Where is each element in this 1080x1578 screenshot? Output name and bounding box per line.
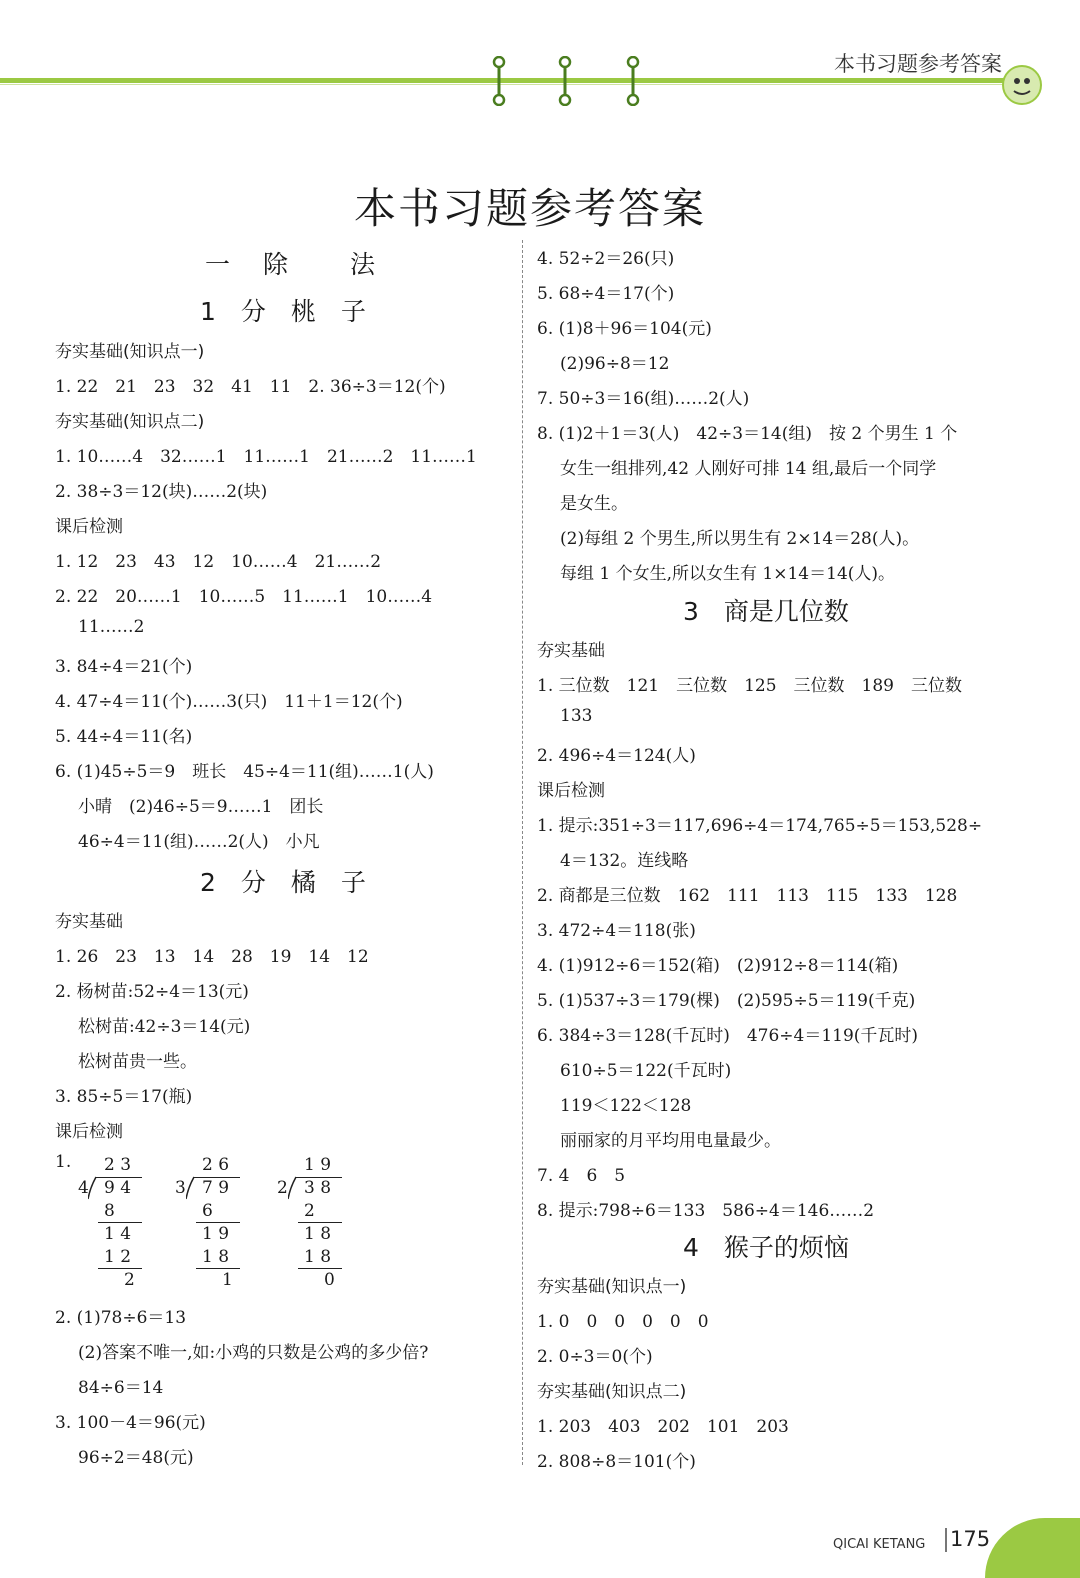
subsection-label: 夯实基础(知识点二): [55, 412, 205, 432]
answer-line: 1.: [55, 1152, 72, 1172]
answer-line: 8. 提示:798÷6＝133 586÷4＝146……2: [537, 1201, 875, 1221]
answer-line: 1. 22 21 23 32 41 11 2. 36÷3＝12(个): [55, 377, 446, 397]
answer-line: 3. 100－4＝96(元): [55, 1413, 206, 1433]
chapter-heading: 一 除 法: [205, 250, 380, 279]
ld-bar: [98, 1222, 142, 1223]
ld-step: 6: [202, 1201, 213, 1221]
ld-remainder: 1: [222, 1270, 233, 1290]
answer-line: (2)96÷8＝12: [560, 354, 670, 374]
answer-line: 4. 52÷2＝26(只): [537, 249, 675, 269]
answer-line: 119＜122＜128: [560, 1096, 692, 1116]
answer-line: 2. 808÷8＝101(个): [537, 1452, 696, 1472]
answer-line: 松树苗贵一些。: [78, 1052, 197, 1072]
section-heading: 3 商是几位数: [683, 597, 849, 626]
ld-step: 1 9: [202, 1224, 230, 1244]
ld-dividend: 7 9: [202, 1178, 230, 1198]
answer-line: 3. 472÷4＝118(张): [537, 921, 696, 941]
answer-line: (2)每组 2 个男生,所以男生有 2×14＝28(人)。: [560, 529, 920, 549]
page-title: 本书习题参考答案: [353, 184, 706, 233]
ld-step: 8: [104, 1201, 115, 1221]
answer-line: 松树苗:42÷3＝14(元): [78, 1017, 251, 1037]
answer-line: 11……2: [78, 617, 145, 637]
ld-divisor: 2: [277, 1178, 288, 1198]
answer-line: 4. (1)912÷6＝152(箱) (2)912÷8＝114(箱): [537, 956, 899, 976]
answer-line: 1. 三位数 121 三位数 125 三位数 189 三位数: [537, 676, 962, 696]
ld-bar: [196, 1222, 240, 1223]
footer-brand: QICAI KETANG: [833, 1537, 926, 1552]
answer-line: (2)答案不唯一,如:小鸡的只数是公鸡的多少倍?: [78, 1343, 429, 1363]
answer-line: 3. 84÷4＝21(个): [55, 657, 193, 677]
binder-ring-icon: [558, 56, 572, 106]
ld-bar: [298, 1268, 342, 1269]
answer-line: 7. 4 6 5: [537, 1166, 626, 1186]
answer-line: 610÷5＝122(千瓦时): [560, 1061, 732, 1081]
subsection-label: 课后检测: [55, 517, 123, 537]
answer-line: 3. 85÷5＝17(瓶): [55, 1087, 193, 1107]
ld-remainder: 0: [324, 1270, 335, 1290]
ld-quotient: 2 3: [104, 1155, 132, 1175]
binder-ring-icon: [626, 56, 640, 106]
answer-line: 46÷4＝11(组)……2(人) 小凡: [78, 832, 320, 852]
ld-bracket: [186, 1176, 196, 1200]
ld-divisor: 3: [175, 1178, 186, 1198]
answer-line: 是女生。: [560, 494, 628, 514]
answer-line: 84÷6＝14: [78, 1378, 164, 1398]
answer-line: 6. (1)45÷5＝9 班长 45÷4＝11(组)……1(人): [55, 762, 434, 782]
binder-ring-icon: [492, 56, 506, 106]
mascot-icon: [1000, 64, 1044, 106]
answer-line: 2. 0÷3＝0(个): [537, 1347, 653, 1367]
subsection-label: 课后检测: [537, 781, 605, 801]
answer-line: 女生一组排列,42 人刚好可排 14 组,最后一个同学: [560, 459, 937, 479]
ld-quotient: 2 6: [202, 1155, 230, 1175]
subsection-label: 夯实基础(知识点一): [55, 342, 205, 362]
answer-line: 丽丽家的月平均用电量最少。: [560, 1131, 781, 1151]
ld-bar: [98, 1268, 142, 1269]
ld-step: 1 8: [202, 1247, 230, 1267]
answer-line: 1. 提示:351÷3＝117,696÷4＝174,765÷5＝153,528÷: [537, 816, 983, 836]
footer-separator: [945, 1528, 947, 1552]
answer-line: 1. 10……4 32……1 11……1 21……2 11……1: [55, 447, 477, 467]
ld-step: 1 4: [104, 1224, 132, 1244]
answer-line: 2. (1)78÷6＝13: [55, 1308, 187, 1328]
answer-line: 6. (1)8＋96＝104(元): [537, 319, 712, 339]
answer-line: 1. 203 403 202 101 203: [537, 1417, 789, 1437]
answer-line: 7. 50÷3＝16(组)……2(人): [537, 389, 750, 409]
answer-line: 1. 26 23 13 14 28 19 14 12: [55, 947, 369, 967]
answer-line: 2. 杨树苗:52÷4＝13(元): [55, 982, 249, 1002]
ld-bar: [196, 1268, 240, 1269]
answer-line: 4. 47÷4＝11(个)……3(只) 11＋1＝12(个): [55, 692, 403, 712]
answer-line: 每组 1 个女生,所以女生有 1×14＝14(人)。: [560, 564, 896, 584]
answer-line: 96÷2＝48(元): [78, 1448, 194, 1468]
answer-line: 5. (1)537÷3＝179(棵) (2)595÷5＝119(千克): [537, 991, 916, 1011]
answer-line: 8. (1)2＋1＝3(人) 42÷3＝14(组) 按 2 个男生 1 个: [537, 424, 958, 444]
answer-line: 5. 68÷4＝17(个): [537, 284, 675, 304]
ld-bar: [298, 1222, 342, 1223]
ld-remainder: 2: [124, 1270, 135, 1290]
answer-line: 2. 商都是三位数 162 111 113 115 133 128: [537, 886, 958, 906]
ld-quotient: 1 9: [304, 1155, 332, 1175]
ld-dividend: 9 4: [104, 1178, 132, 1198]
answer-line: 133: [560, 706, 593, 726]
subsection-label: 夯实基础(知识点一): [537, 1277, 687, 1297]
answer-line: 2. 38÷3＝12(块)……2(块): [55, 482, 268, 502]
ld-step: 1 8: [304, 1224, 332, 1244]
answer-line: 5. 44÷4＝11(名): [55, 727, 193, 747]
answer-line: 2. 496÷4＝124(人): [537, 746, 696, 766]
subsection-label: 课后检测: [55, 1122, 123, 1142]
ld-step: 2: [304, 1201, 315, 1221]
footer-corner-decoration: [985, 1518, 1080, 1578]
column-divider: [522, 240, 523, 1465]
ld-step: 1 2: [104, 1247, 132, 1267]
subsection-label: 夯实基础: [537, 641, 605, 661]
ld-step: 1 8: [304, 1247, 332, 1267]
section-heading: 4 猴子的烦恼: [683, 1233, 849, 1262]
answer-line: 4＝132。连线略: [560, 851, 689, 871]
page-number: 175: [950, 1527, 991, 1551]
ld-dividend: 3 8: [304, 1178, 332, 1198]
section-heading: 2 分 橘 子: [200, 868, 366, 897]
running-title: 本书习题参考答案: [834, 52, 1002, 76]
answer-line: 1. 0 0 0 0 0 0: [537, 1312, 709, 1332]
answer-line: 1. 12 23 43 12 10……4 21……2: [55, 552, 382, 572]
ld-divisor: 4: [78, 1178, 89, 1198]
section-heading: 1 分 桃 子: [200, 297, 366, 326]
subsection-label: 夯实基础: [55, 912, 123, 932]
answer-line: 6. 384÷3＝128(千瓦时) 476÷4＝119(千瓦时): [537, 1026, 919, 1046]
subsection-label: 夯实基础(知识点二): [537, 1382, 687, 1402]
ld-bracket: [288, 1176, 298, 1200]
ld-bracket: [88, 1176, 98, 1200]
answer-line: 2. 22 20……1 10……5 11……1 10……4: [55, 587, 433, 607]
answer-line: 小晴 (2)46÷5＝9……1 团长: [78, 797, 324, 817]
